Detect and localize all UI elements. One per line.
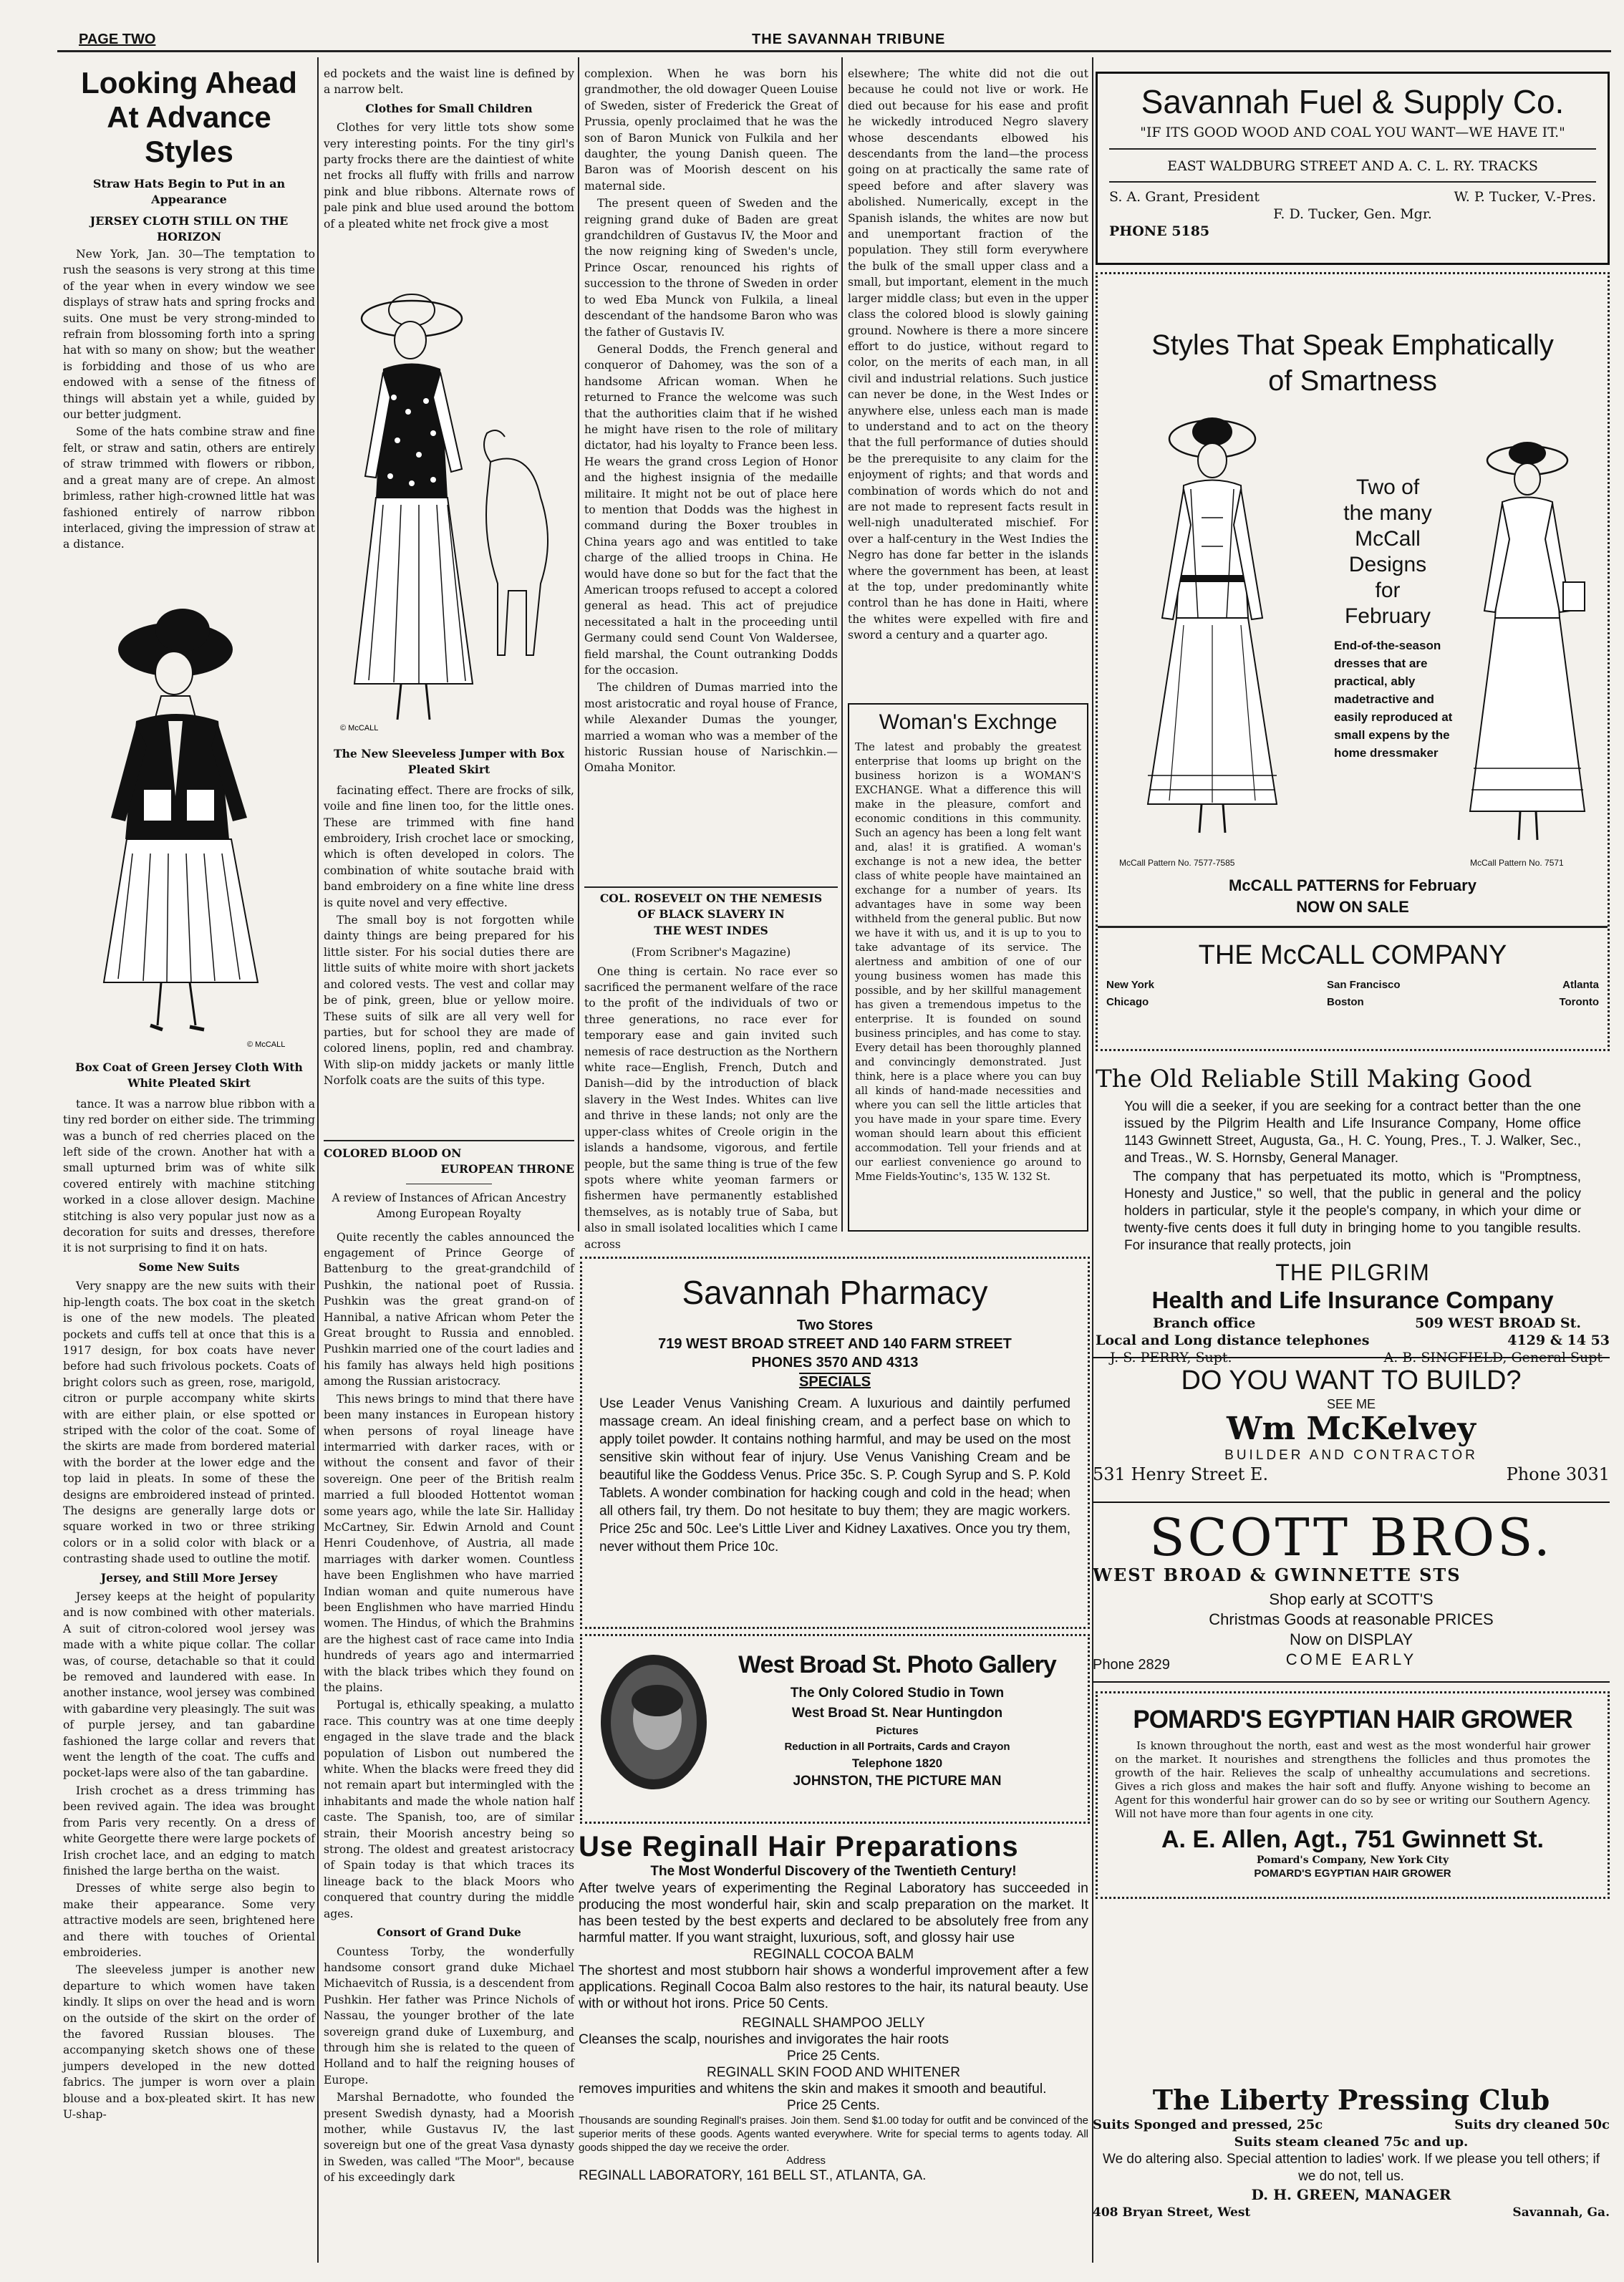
column-rule-1 [317,57,319,2263]
photo-line-4: Reduction in all Portraits, Cards and Crayon [784,1741,1010,1753]
mccall-dress-right-svg [1456,432,1599,847]
mckelvey-trade: BUILDER AND CONTRACTOR [1224,1448,1478,1463]
mckelvey-name: Wm McKelvey [1227,1411,1476,1447]
photo-line-2: West Broad St. Near Huntingdon [791,1706,1003,1721]
fashion-paragraph: Very snappy are the new suits with their hip-length coats. The box coat in the sketch is one of the new models. The pleated pockets and cuffs tell at once that this is a 1917 design, for box coats have never before had such frivolous pockets. Coats of bright colors such as green, rose, marigold, citron or purple accompany white skirts with are either plain, or else spotted or striped with the color of the coat. Some of the skirts are made from bordered material with the border at the lower edge and the top laid in pleats. In some of these the designs are embroidered instead of printed. The designs are generally large dots or square worked in two or three striking colors or in a solid color with black or a contrasting shade used to outline the motif. [63,1280,315,1566]
pilgrim-branch-label: Branch office [1153,1315,1256,1331]
fashion-paragraph: tance. It was a narrow blue ribbon with a tiny red border on either side. The trimming was a bunch of red cherries placed on the left side of the crown. Another hat with a small upturned brim was of white silk covered entirely with machine stitching worked in a close allover design. Machine stitching is also very popular just now as a decoration for suits and dresses, therefore it is not surprising to find it on hats. [63,1097,315,1255]
subhead-suits: Some New Suits [138,1260,240,1274]
liberty-manager: D. H. GREEN, MANAGER [1251,2186,1451,2203]
article-paragraph: Marshal Bernadotte, who founded the present Swedish dynasty, had a Moorish mother, while Gustavus IV, the last sovereign but one of the great Vasa dynasty in Sweden, was called "The Moor", because of his exceedingly dark [324,2091,574,2185]
fuel-vice-president: W. P. Tucker, V.-Pres. [1454,189,1596,205]
liberty-service-dry-cleaned: Suits dry cleaned 50c [1454,2117,1610,2132]
column-rule-3 [841,57,843,1232]
article-paragraph: General Dodds, the French general and conqueror of Dahomey, was the son of a handsome African woman. When he returned to France the welcome was such that the authorities claim that if he wished he might have risen to the role of military dictator, had his loyalty to France been less. He wears the grand cross Legion of Honor and the highest insignia of the medaille militaire. It might not be out of place here to mention that Dodds was the highest in command during the Boxer troubles in China years ago and was entitled to take charge of the allied troops in China. He would have done so but for the fact that the American troops refused to accept a colored general as head. This act of prejudice necessitated a halt in the proceeding until Germany could send Count Von Waldersee, field marshal, the Count outranking Dodds for the occasion. [584,342,838,677]
scott-bros-ad [1093,1509,1610,1683]
mckelvey-headline: DO YOU WANT TO BUILD? [1181,1365,1522,1396]
liberty-address: 408 Bryan Street, West [1093,2205,1251,2220]
subhead-children: Clothes for Small Children [365,101,533,115]
roosevelt-headline-3: THE WEST INDES [654,923,768,937]
reginall-address-label: Address [786,2155,826,2167]
roosevelt-article [584,891,838,1251]
sleeveless-jumper-illustration [326,283,573,741]
fashion-paragraph: ed pockets and the waist line is defined by a narrow belt. [324,67,574,97]
womans-exchange-box [848,703,1088,1232]
mccall-text-2: the many [1343,501,1432,525]
mccall-ad [1096,272,1610,1051]
photo-line-5: Telephone 1820 [851,1756,943,1770]
scott-line-4: COME EARLY [1285,1650,1417,1668]
reginall-paragraph: After twelve years of experimenting the Reginal Laboratory has succeeded in producing the most wonderful hair, skin and scalp preparation on the market. It has been tested by the best experts and declared to be absolutely free from any harmful matter. If you want straight, luxurious, soft, and glossy hair use [579,1880,1088,1945]
liberty-service-steam: Suits steam cleaned 75c and up. [1234,2134,1469,2150]
fashion-intro-text [63,246,315,581]
article-paragraph: The children of Dumas married into the most aristocratic and royal house of France, while Alexander Dumas the younger, married a woman who was a member of the historic Russian house of Narischkin.—Omaha Monitor. [584,681,838,775]
paper-title: THE SAVANNAH TRIBUNE [752,32,946,47]
reginall-address: REGINALL LABORATORY, 161 BELL ST., ATLANTA, GA. [579,2168,927,2183]
article-paragraph: The present queen of Sweden and the reigning grand duke of Baden are great grandchildren of Gustavus IV, the Moor and the now reigning king of Sweden's uncle, Prince Oscar, renounced his rights of succession to the throne of Sweden in order to wed Eba Munck von Fulkila, a lineal descendant of the handsome Baron who was the father of Gustavis IV. [584,197,838,339]
fuel-company-name: Savannah Fuel & Supply Co. [1141,83,1565,120]
fashion-paragraph: facinating effect. There are frocks of silk, voile and fine linen too, for the little ones. These are trimmed with fine hand embroidery, Irish crochet lace or smocking, which is often developed in colors. The combination of white soutache braid with band embroidery on a fine white line dress is quite novel and very effective. [324,783,574,909]
reginall-balm-heading: REGINALL COCOA BALM [753,1947,914,1962]
article-paragraph: Countess Torby, the wonderfully handsome consort grand duke Michael Michaevitch of Russia, is a descendent from Pushkin. Her father was Prince Nichols of Nassau, the younger brother of the late sovereign grand duke of Luxemburg, and through him she is related to the queen of Holland and to half the reigning houses of Europe. [324,1945,574,2087]
reginall-paragraph: removes impurities and whitens the skin and makes it smooth and beautiful. [579,2081,1047,2097]
roosevelt-headline-1: COL. ROSEVELT ON THE NEMESIS [599,891,823,905]
box-coat-illustration [68,581,315,1054]
colored-blood-headline-1: COLORED BLOOD ON [324,1146,462,1160]
fashion-column-2-top [324,66,574,281]
pomard-name: POMARD'S EGYPTIAN HAIR GROWER [1133,1706,1572,1734]
fashion-headline: Looking Ahead At Advance Styles [81,66,297,168]
mccall-text-4: Designs [1348,553,1427,576]
savannah-fuel-ad [1096,72,1610,265]
portrait-photo [596,1650,711,1794]
photo-line-1: The Only Colored Studio in Town [790,1686,1005,1701]
photo-gallery-ad [580,1634,1090,1824]
fashion-paragraph: Clothes for very little tots show some very interesting points. For the tiny girl's party frocks there are the daintiest of white net frocks all fluffy with frills and narrow pink and blue ribbons. Alternate rows of pale pink and blue used around the bottom of a pleated white net frock give a most [324,121,574,231]
mccall-company: THE McCALL COMPANY [1198,940,1507,970]
pilgrim-name-2: Health and Life Insurance Company [1151,1287,1554,1313]
subhead-consort: Consort of Grand Duke [377,1925,521,1940]
fuel-officers [1109,188,1596,206]
fashion-headline-block [63,66,315,245]
roosevelt-source: (From Scribner's Magazine) [631,946,791,959]
article-paragraph: Quite recently the cables announced the engagement of Prince George of Battenburg to the great-grandchild of Pushkin, the national poet of Russia. Pushkin was the great grand-on of Hannibal, a native African whom Peter the Great brought to Russia and ennobled. Pushkin married one of the court ladies and his family has always held high positions among the Russian aristocracy. [324,1230,574,1388]
mccall-text-5: for [1375,579,1401,602]
fashion-paragraph: New York, Jan. 30—The temptation to rush the seasons is very strong at this time of the year when in every window we see displays of straw hats and spring frocks and suits. One must be very strong-minded to refrain from blossoming forth into a spring hat with so many on show; but the weather is forbidding and those of us who are endowed with a sense of the fitness of things will abstain yet a while, guided by our better judgment. [63,248,315,422]
fashion-deck-1: Straw Hats Begin to Put in an Appearance [92,177,286,206]
fashion-paragraph: Some of the hats combine straw and fine felt, or straw and satin, others are entirely of straw trimmed with flowers or ribbon, and a great many are of crepe. An almost brimless, rather high-crowned little hat was fashioned entirely of narrow ribbon interlaced, giving the impression of straw at a distance. [63,425,315,551]
mccall-rule [1098,926,1608,928]
pomard-ad [1096,1691,1610,1899]
mccall-text-7: End-of-the-season dresses that are practical, ably madetractive and easily reproduced at small expens by the home dressmaker [1334,639,1453,760]
womans-exchange-body: The latest and probably the greatest enterprise that looms up bright on the business horizon is a WOMAN'S EXCHANGE. What a difference this will make in the pleasure, comfort and economic conditions in this community. Such an agency has been a long felt want and, alas! it is gratified. A woman's exchange is not a new idea, the better class of white people have maintained an exchange for a number of years. Its advantages have in some way been withheld from the general public. But now we have it with us, and it is up to you to take advantage of its service. The alertness and ambition of one of our young business women has made this possible, and by her skillful management has given a tremendous impetus to the enterprise. It is founded on sound business principles, and has come to stay. Every detail has been thoroughly planned and convincingly demonstrated. Just think, here is a place where you can buy all kinds of hand-made necessities and where you can sell the little articles that you have made in your spare time. Every woman should learn about this efficient accommodation. Tell your friends and at our earliest convenience go around to Mme Fields-Youtinc's, 135 W. 132 St. [855,741,1081,1183]
pharmacy-address: 719 WEST BROAD STREET AND 140 FARM STREET [658,1336,1012,1352]
mccall-dress-left [1141,403,1284,847]
reginall-paragraph: Thousands are sounding Reginall's praises. Join them. Send $1.00 today for outfit and be convinced of the superior merits of these goods. Agents wanted everywhere. Write for special terms to agents today. All goods shipped the day we receive the order. [579,2114,1088,2154]
reginall-title: Use Reginall Hair Preparations [579,1831,1019,1862]
fashion-paragraph: The small boy is not forgotten while dainty things are being prepared for his little sister. For his social duties there are little suits of white moire with short jackets and colored vests. The vest and collar may be of pink, green, blue or yellow moire. These suits of silk are all very well for parties, but for school they are made of colored linens, poplin, red and chambray. With slip-on middy jackets or manly little Norfolk coats are the suits of this type. [324,914,574,1088]
mccall-headline-1: Styles That Speak Emphatically [1151,329,1554,361]
fuel-phone: PHONE 5185 [1109,223,1210,239]
pomard-body: Is known throughout the north, east and west as the most wonderful hair grower on the market. It nourishes and strengthens the follicles and thus promotes the growth of the hair. Relieves the scalp of unhealthy accumulations and secretions. Gives a rich gloss and makes the hair soft and fluffy. Anyone wishing to become an Agent for this wonderful hair grower can do so by see or writing our Southern Agency. Will not have more than four agents in one city. [1115,1739,1590,1820]
reginall-paragraph: The shortest and most stubborn hair shows a wonderful improvement after a few applications. Reginall Cocoa Balm also restores to the hair, its natural beauty. Use with or without hot irons. Price 50 Cents. [579,1963,1088,2011]
pilgrim-insurance-ad [1096,1064,1610,1365]
article-paragraph: elsewhere; The white did not die out because he could not live or work. He died out because for his ease and profit he wickedly introduced Negro slavery whose descendants elbowed his descendants from the land—the process going on at practically the same rate of speed before and after slavery was abolished. Numerically, except in the Spanish islands, the whites are now but and unemportant fraction of the population. They still form everywhere the bulk of the small upper class and a small, but important, element in the much larger middle class; but even in the upper class the colored blood is slowly gaining ground. Nowhere is there a more sincere effort to do justice, without regard to color, on the merits of each man, in all civil and industrial relations. Such justice can never be done, in the West Indes or anywhere else, unless each man is made to understand and to act on the theory that the full performance of duties should be the prerequisite to any claim for the enjoyment of rights; and that words and combination of words which do not and are not made to represent facts result in well-nigh unadulterated mischief. For over a half-century in the West Indies the Negro has done far better in the islands where the government has been, at least at the top, under predominantly white control than he has done in Haiti, where the whites were expelled with fire and sword a century and a quarter ago. [848,67,1088,642]
colored-blood-deck: A review of Instances of African Ancestry Among European Royalty [332,1191,566,1221]
pilgrim-headline: The Old Reliable Still Making Good [1096,1065,1532,1093]
liberty-address-row [1093,2204,1610,2221]
womans-exchange-title: Woman's Exchnge [879,710,1058,734]
mccall-pattern-right: McCall Pattern No. 7571 [1470,858,1564,868]
colored-blood-headline-2: EUROPEAN THRONE [440,1162,574,1176]
scott-address: WEST BROAD & GWINNETTE STS [1093,1565,1461,1585]
mccall-cta-2: NOW ON SALE [1296,898,1409,916]
figure-caption: Box Coat of Green Jersey Cloth With White Pleated Skirt [75,1060,303,1091]
liberty-name: The Liberty Pressing Club [1152,2084,1550,2116]
jumper-figure-svg [326,283,573,741]
masthead [50,29,1611,47]
photo-gallery-name: West Broad St. Photo Gallery [738,1651,1056,1678]
pilgrim-supt-1: J. S. PERRY, Supt. [1110,1350,1232,1365]
mccall-pattern-left: McCall Pattern No. 7577-7585 [1119,858,1235,868]
reginall-ad [579,1830,1088,2264]
mccall-text-6: February [1344,604,1431,628]
column-rule-2 [578,57,579,1232]
pharmacy-name: Savannah Pharmacy [682,1274,988,1311]
mckelvey-contact [1093,1464,1610,1484]
fashion-deck-2: JERSEY CLOTH STILL ON THE HORIZON [90,214,289,243]
reginall-jelly-heading: REGINALL SHAMPOO JELLY [742,2016,925,2031]
colored-blood-continued [584,66,838,859]
portrait-photo-svg [596,1650,711,1794]
reginall-price: Price 25 Cents. [787,2049,880,2064]
photo-line-3: Pictures [876,1725,919,1737]
mckelvey-address: 531 Henry Street E. [1093,1464,1269,1484]
pilgrim-supt-2: A. B. SINGFIELD, General Supt [1383,1350,1603,1365]
credit-mark: © McCALL [340,724,379,733]
mccall-city-chicago: Chicago [1106,996,1149,1008]
pilgrim-telephones [1096,1332,1610,1349]
roosevelt-headline-2: OF BLACK SLAVERY IN [637,907,785,922]
liberty-pressing-ad [1093,2084,1610,2263]
mccall-city-new-york: New York [1106,979,1154,991]
pomard-company: Pomard's Company, New York City [1256,1855,1449,1866]
fuel-rule [1109,148,1596,150]
pharmacy-phones: PHONES 3570 AND 4313 [751,1355,919,1370]
fuel-rule [1109,181,1596,183]
fashion-column-2-bottom [324,742,574,1121]
mckelvey-see-me: SEE ME [1326,1397,1376,1411]
colored-blood-article [324,1146,574,2266]
figure-caption: The New Sleeveless Jumper with Box Pleated Skirt [333,747,565,777]
pilgrim-name-1: THE PILGRIM [1275,1260,1430,1285]
article-divider [584,886,838,888]
reginall-paragraph: Cleanses the scalp, nourishes and invigorates the hair roots [579,2031,949,2047]
mccall-city-atlanta: Atlanta [1562,979,1599,991]
fuel-slogan: "IF ITS GOOD WOOD AND COAL YOU WANT—WE HAVE IT." [1140,125,1565,140]
reginall-subtitle: The Most Wonderful Discovery of the Twentieth Century! [650,1864,1017,1879]
mccall-text-1: Two of [1355,475,1420,499]
mccall-dress-left-svg [1141,403,1284,847]
article-paragraph: One thing is certain. No race ever so sacrificed the permanent welfare of the race to the profit of the individuals of two or three generations, no race ever for temporary ease and gain invited such nemesis of race destruction as the Northern white race—English, French, Dutch and Danish—did by the introduction of black slavery in the West Indes. Whites can live and thrive in these lands; not only are the upper-class whites of Creole origin in the islands a handsome, vigorous, and fertile people, but the same thing is true of the few spots where white yeoman farmers or fishermen have permanently established themselves, as is notably true of Saba, but also in small isolated localities which I came across [584,964,838,1251]
savannah-pharmacy-ad [580,1257,1090,1629]
page-number: PAGE TWO [79,32,156,47]
liberty-services [1093,2117,1610,2134]
pilgrim-telephones-label: Local and Long distance telephones [1096,1333,1370,1348]
masthead-rule [57,50,1611,52]
article-paragraph: Portugal is, ethically speaking, a mulatto race. This country was at one time deeply engaged in the slave trade and the black population of Lisbon out numbered the white. When the blacks were freed they did not remain apart but intermingled with the inhabitants and made the whole nation half caste. The Spanish, too, are of similar strain, their Moorish ancestry being so strong. The oldest and greatest aristocracy of Spain today is that which traces its lineage back to the black Moors who conquered that country during the middle ages. [324,1698,574,1920]
fashion-paragraph: Irish crochet as a dress trimming has been revived again. The idea was brought from Paris very recently. On a dress of white Georgette there were large pockets of Irish crochet lace, and an edging to match finished the large bertha on the waist. [63,1784,315,1877]
reginall-price: Price 25 Cents. [787,2098,880,2113]
fashion-paragraph: The sleeveless jumper is another new departure to which women have taken kindly. It slips on over the head and is worn on the outside of the skirt on the order of the favored Russian blouses. The accompanying sketch shows one of these jumpers developed in the new dotted fabrics. The jumper is worn over a plain blouse and a box-pleated skirt. It has new U-shap- [63,1963,315,2121]
liberty-service-pressed: Suits Sponged and pressed, 25c [1093,2117,1323,2132]
pilgrim-branch [1096,1315,1610,1332]
mccall-city-boston: Boston [1327,996,1364,1008]
mccall-city-toronto: Toronto [1559,996,1599,1008]
box-coat-figure-svg [68,581,315,1054]
pilgrim-paragraph-1: You will die a seeker, if you are seeking for a contract better than the one issued by the Pilgrim Health and Life Insurance Company, Home office 1143 Gwinnett Street, Augusta, Ga., H. C. Young, Pres., T. J. Walker, Sec., and Treas., W. S. Hornsby, General Manager. [1124,1099,1581,1166]
scott-line-2: Christmas Goods at reasonable PRICES [1209,1610,1494,1628]
mccall-dress-right [1456,432,1599,847]
liberty-paragraph: We do altering also. Special attention to ladies' work. If we please you tell others; if we do not, tell us. [1103,2152,1600,2184]
reginall-food-heading: REGINALL SKIN FOOD AND WHITENER [706,2065,960,2080]
credit-mark: © McCALL [247,1040,286,1049]
article-paragraph: This news brings to mind that there have been many instances in European history when persons of royal lineage have intermarried with darker races, with or without the consent and favor of their sovereign. One peer of the British realm married a full blooded Hottentot woman some years ago, while the late Sir. Halliday McCartney, Sir. Edwin Arnold and Count Henri Coudenhove, of Austria, all made marriages with darker women. Countless have been Englishmen who have married Indian woman and quite numerous have been Englishmen who have married Hindu women. The Hindus, of which the Brahmins are the highest cast of race came into India hundreds of years ago and intermarried with the black tribes which they found on the plains. [324,1392,574,1694]
pharmacy-specials: SPECIALS [798,1374,871,1390]
mckelvey-ad [1093,1357,1610,1503]
mccall-headline-2: of Smartness [1268,365,1437,397]
pomard-footer: POMARD'S EGYPTIAN HAIR GROWER [1254,1867,1451,1880]
pomard-agent: A. E. Allen, Agt., 751 Gwinnett St. [1161,1826,1544,1853]
mckelvey-phone: Phone 3031 [1506,1464,1610,1484]
fuel-general-manager: F. D. Tucker, Gen. Mgr. [1273,206,1432,222]
mccall-city-san-francisco: San Francisco [1327,979,1401,991]
scott-line-3: Now on DISPLAY [1289,1630,1413,1648]
scott-phone: Phone 2829 [1093,1657,1170,1673]
photo-line-6: JOHNSTON, THE PICTURE MAN [793,1774,1002,1789]
mccall-text-3: McCall [1355,527,1421,551]
fuel-president: S. A. Grant, President [1109,189,1260,205]
pharmacy-stores: Two Stores [796,1318,874,1333]
mccall-center-text [1313,475,1463,811]
pharmacy-body: Use Leader Venus Vanishing Cream. A luxurious and daintily perfumed massage cream. An ideal finishing cream, and a perfect base on which to apply toilet powder. It contains nothing harmful, and may be used on the most sensitive skin without fear of injury. Use Venus Vanishing Cream and be beautiful like the Goddess Venus. Price 35c. S. P. Cough Syrup and S. P. Kold Tablets. A wonder combination for hacking cough and cold in the head; when all others fail, try them. Do not hesitate to buy them; they are magic workers. Price 25c and 50c. Lee's Little Liver and Kidney Laxatives. Once you try them, never without them Price 10c. [599,1396,1070,1555]
roosevelt-article-continued [848,66,1088,696]
scott-line-1: Shop early at SCOTT'S [1269,1590,1434,1608]
subhead-jersey: Jersey, and Still More Jersey [100,1570,278,1585]
photo-text [725,1650,1069,1815]
pilgrim-paragraph-2: The company that has perpetuated its motto, which is "Promptness, Honesty and Justice," so well, that the public in general and the policy holders in particular, style it the people's company, in which your dime or twenty-five cents does it full duty in bringing home to you tangible results. For insurance that really protects, join [1124,1169,1581,1253]
column-rule-4 [1092,57,1093,2263]
pilgrim-branch-address: 509 WEST BROAD St. [1415,1315,1581,1331]
fashion-paragraph: Jersey keeps at the height of popularity and is now combined with other materials. A suit of citron-colored wool jersey was made with a white pique collar. The collar was, of course, detachable so that it could be removed and laundered with ease. In another instance, wool jersey was combined with gabardine very pleasingly. The suit was of purple jersey, and tan gabardine fashioned the large collar and revers that went the length of the coat. The cuffs and pocket-laps were also of the tan gabardine. [63,1590,315,1780]
fashion-paragraph: Dresses of white serge also begin to make their appearance. Some very attractive models are seen, brightened here and there with touches of Oriental embroideries. [63,1882,315,1959]
fashion-text-continued [63,1055,315,2266]
fuel-address: EAST WALDBURG STREET AND A. C. L. RY. TRACKS [1167,158,1538,174]
article-paragraph: complexion. When he was born his grandmother, the old dowager Queen Louise of Sweden, sister of Frederick the Great of Prussia, openly proclaimed that he was the son of Baron Munick von Fulkila and her daughter, the young Danish queen. The Baron was of Moorish descent on his maternal side. [584,67,838,193]
mccall-cta-1: McCALL PATTERNS for February [1229,876,1476,894]
article-divider [324,1140,574,1141]
scott-name: SCOTT BROS. [1149,1507,1553,1567]
pilgrim-telephones-numbers: 4129 & 14 53 [1507,1333,1610,1348]
liberty-city: Savannah, Ga. [1512,2205,1610,2220]
